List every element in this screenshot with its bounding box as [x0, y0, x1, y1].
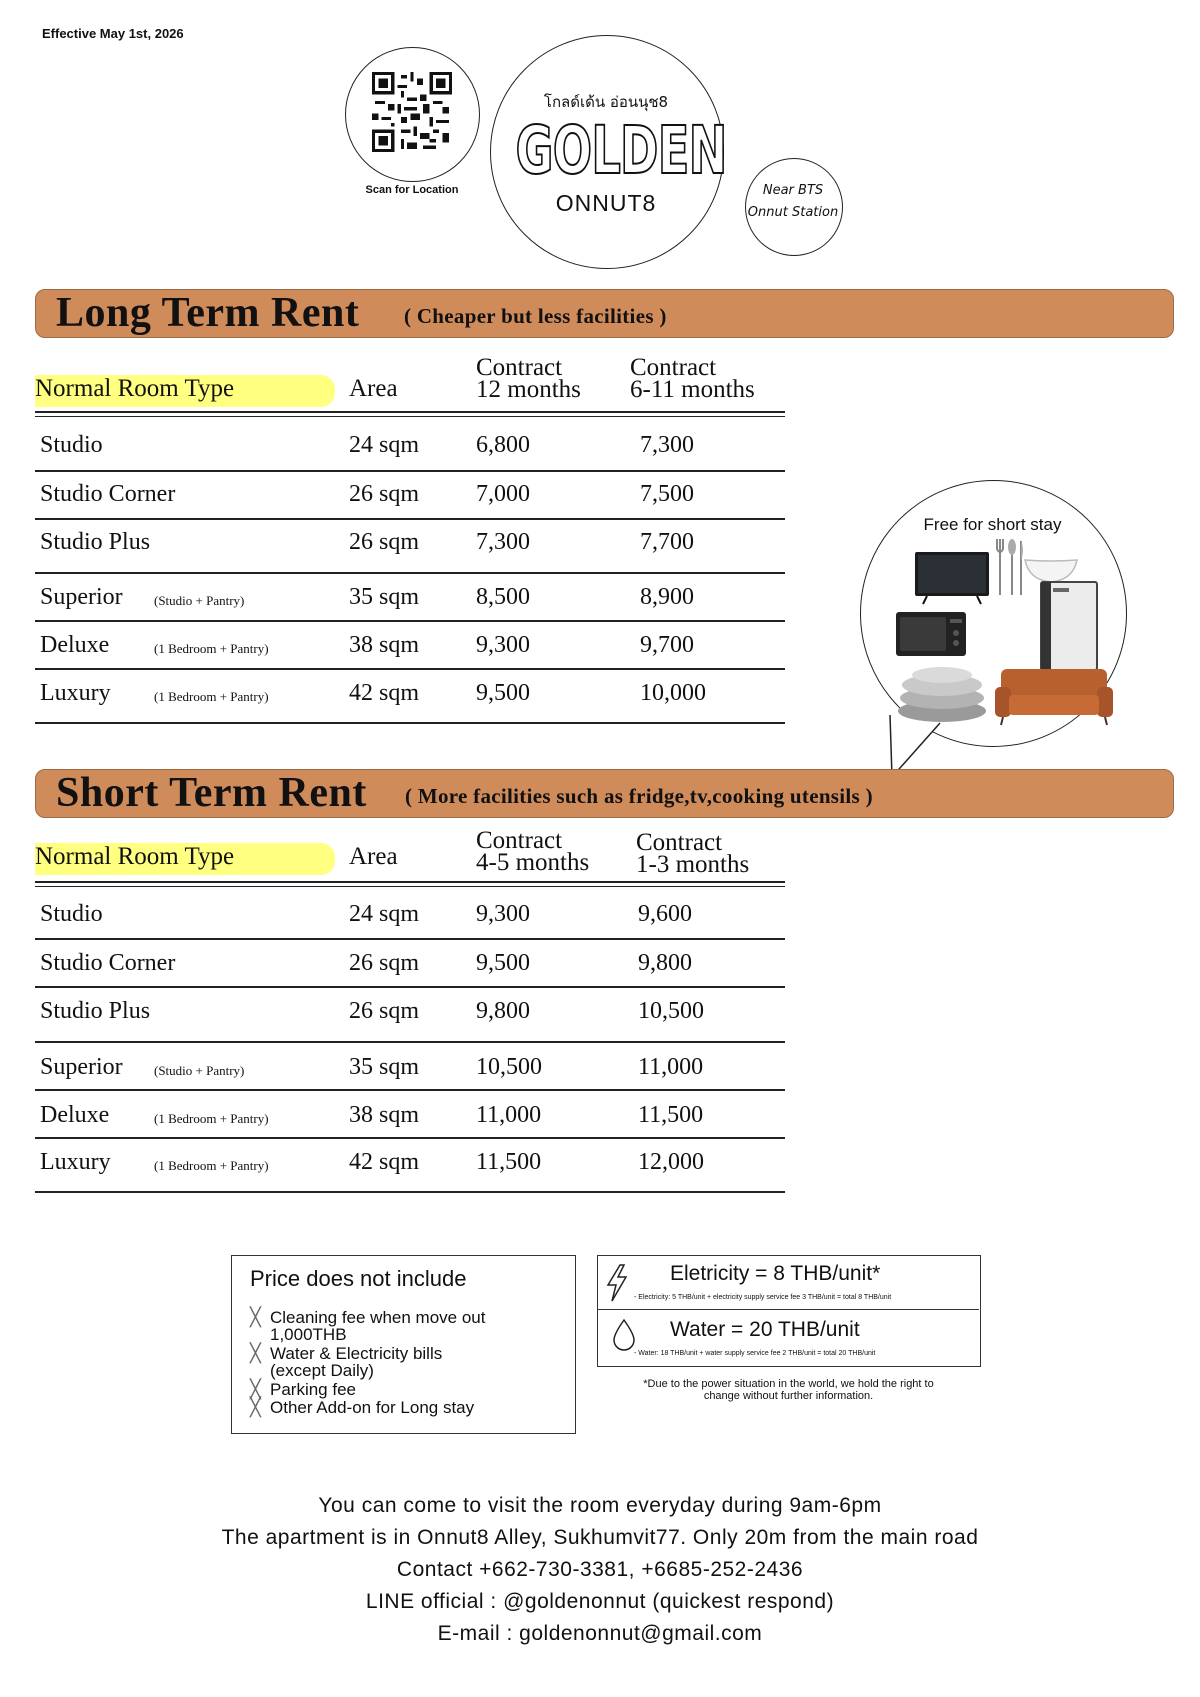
qr-caption: Scan for Location	[365, 184, 459, 196]
logo-wordmark: GOLDEN	[515, 112, 727, 189]
short-term-contract-1-header	[476, 827, 590, 876]
room-area: 24 sqm	[349, 901, 420, 927]
room-name: Studio Plus	[40, 998, 151, 1024]
row-divider	[35, 668, 785, 670]
row-divider	[35, 986, 785, 988]
water-breakdown: - Water: 18 THB/unit + water supply service fee 2 THB/unit = total 20 THB/unit	[634, 1350, 876, 1357]
room-name: Deluxe	[40, 632, 110, 658]
room-price-contract-2: 7,300	[640, 432, 694, 458]
row-divider	[35, 1041, 785, 1043]
short-term-banner	[35, 769, 1174, 818]
footer-email: E-mail : goldenonnut@gmail.com	[437, 1622, 763, 1645]
room-area: 35 sqm	[349, 1054, 420, 1080]
room-note: (Studio + Pantry)	[154, 1063, 245, 1078]
logo-thai-name: โกลด์เด้น อ่อนนุช8	[543, 93, 669, 111]
short-stay-bubble-title: Free for short stay	[923, 515, 1062, 534]
x-mark-icon: ╳	[250, 1343, 261, 1363]
tv-icon	[913, 550, 991, 606]
long-term-room-type-header: Normal Room Type	[35, 375, 235, 402]
room-price-contract-1: 9,500	[476, 680, 530, 706]
header-line: Contract	[630, 354, 717, 381]
room-price-contract-1: 8,500	[476, 584, 530, 610]
room-area: 24 sqm	[349, 432, 420, 458]
room-name: Superior	[40, 584, 123, 610]
room-price-contract-2: 9,700	[640, 632, 694, 658]
short-term-room-type-header: Normal Room Type	[35, 843, 235, 870]
footer-contact: Contact +662-730-3381, +6685-252-2436	[396, 1558, 804, 1581]
bts-line-1: Near BTS	[762, 183, 824, 198]
qr-code-icon	[372, 72, 452, 152]
header-line: 12 months	[476, 376, 581, 403]
short-term-area-header: Area	[349, 843, 398, 870]
sofa-icon	[993, 665, 1115, 727]
header-line: Contract	[476, 354, 563, 381]
water-rate: Water = 20 THB/unit	[670, 1318, 860, 1341]
room-area: 26 sqm	[349, 998, 420, 1024]
room-price-contract-2: 12,000	[638, 1149, 704, 1175]
room-price-contract-1: 9,300	[476, 901, 530, 927]
header-line: Contract	[636, 829, 723, 856]
long-term-subtitle: ( Cheaper but less facilities )	[404, 304, 667, 328]
room-area: 26 sqm	[349, 950, 420, 976]
header-line: Contract	[476, 827, 563, 854]
long-term-banner	[35, 289, 1174, 338]
row-divider	[35, 1137, 785, 1139]
pillows-icon	[895, 665, 990, 725]
row-divider	[35, 470, 785, 472]
electricity-rate: Eletricity = 8 THB/unit*	[670, 1262, 881, 1285]
room-price-contract-1: 11,000	[476, 1102, 542, 1128]
long-term-header-rule	[35, 416, 785, 417]
item-text: Water & Electricity bills	[270, 1344, 443, 1363]
long-term-area-header: Area	[349, 375, 398, 402]
room-price-contract-2: 9,800	[638, 950, 692, 976]
room-price-contract-2: 11,500	[638, 1102, 704, 1128]
room-name: Studio	[40, 432, 103, 458]
room-price-contract-1: 10,500	[476, 1054, 542, 1080]
price-excludes-item	[250, 1381, 356, 1398]
price-excludes-item	[250, 1399, 474, 1416]
utilities-divider	[598, 1309, 979, 1310]
room-note: (1 Bedroom + Pantry)	[154, 1111, 269, 1126]
footer-address: The apartment is in Onnut8 Alley, Sukhumvit77. Only 20m from the main road	[221, 1526, 979, 1549]
room-name: Deluxe	[40, 1102, 110, 1128]
room-price-contract-2: 10,000	[640, 680, 706, 706]
long-term-contract-1-header	[476, 354, 581, 403]
item-text: Other Add-on for Long stay	[270, 1398, 475, 1417]
long-term-title: Long Term Rent	[56, 290, 360, 336]
row-divider	[35, 1089, 785, 1091]
x-mark-icon: ╳	[250, 1379, 261, 1399]
room-name: Superior	[40, 1054, 123, 1080]
room-area: 26 sqm	[349, 529, 420, 555]
room-name: Studio	[40, 901, 103, 927]
room-price-contract-1: 9,800	[476, 998, 530, 1024]
microwave-icon	[895, 611, 967, 659]
electricity-breakdown: - Electricity: 5 THB/unit + electricity supply service fee 3 THB/unit = total 8 THB/unit	[634, 1294, 892, 1301]
item-text: Parking fee	[270, 1380, 356, 1399]
row-divider	[35, 722, 785, 724]
room-price-contract-2: 10,500	[638, 998, 704, 1024]
lightning-icon	[604, 1263, 630, 1303]
price-excludes-title: Price does not include	[250, 1266, 467, 1291]
short-term-title: Short Term Rent	[56, 770, 367, 816]
room-price-contract-2: 7,700	[640, 529, 694, 555]
room-name: Luxury	[40, 1149, 111, 1175]
short-term-header-rule	[35, 881, 785, 883]
price-excludes-item	[250, 1345, 442, 1362]
effective-date: Effective May 1st, 2026	[42, 26, 184, 41]
cutlery-icon	[992, 537, 1026, 597]
room-area: 26 sqm	[349, 481, 420, 507]
disclaimer-line: *Due to the power situation in the world, we hold the right to	[643, 1378, 934, 1390]
room-price-contract-1: 9,300	[476, 632, 530, 658]
room-name: Studio Corner	[40, 950, 176, 976]
footer-visit-hours: You can come to visit the room everyday during 9am-6pm	[318, 1494, 882, 1517]
header-line: 6-11 months	[630, 376, 755, 403]
short-term-contract-2-header	[636, 829, 750, 878]
room-name: Studio Corner	[40, 481, 176, 507]
long-term-contract-2-header	[630, 354, 755, 403]
price-excludes-item-cont: 1,000THB	[270, 1325, 347, 1344]
row-divider	[35, 938, 785, 940]
room-note: (1 Bedroom + Pantry)	[154, 689, 269, 704]
room-note: (Studio + Pantry)	[154, 593, 245, 608]
room-price-contract-1: 7,300	[476, 529, 530, 555]
room-price-contract-1: 6,800	[476, 432, 530, 458]
room-area: 42 sqm	[349, 680, 420, 706]
room-note: (1 Bedroom + Pantry)	[154, 641, 269, 656]
room-name: Luxury	[40, 680, 111, 706]
header-line: 4-5 months	[476, 849, 590, 876]
bts-badge-text	[745, 180, 841, 224]
short-term-subtitle: ( More facilities such as fridge,tv,cooking utensils )	[405, 784, 873, 808]
row-divider	[35, 1191, 785, 1193]
bts-line-2: Onnut Station	[747, 205, 839, 220]
room-price-contract-2: 7,500	[640, 481, 694, 507]
x-mark-icon: ╳	[250, 1307, 261, 1327]
room-price-contract-2: 8,900	[640, 584, 694, 610]
room-price-contract-1: 11,500	[476, 1149, 542, 1175]
long-term-header-rule	[35, 411, 785, 413]
row-divider	[35, 518, 785, 520]
x-mark-icon: ╳	[250, 1397, 261, 1417]
room-area: 38 sqm	[349, 632, 420, 658]
room-note: (1 Bedroom + Pantry)	[154, 1158, 269, 1173]
room-price-contract-1: 9,500	[476, 950, 530, 976]
water-drop-icon	[612, 1318, 636, 1352]
room-area: 42 sqm	[349, 1149, 420, 1175]
row-divider	[35, 572, 785, 574]
short-term-header-rule	[35, 886, 785, 887]
room-price-contract-2: 9,600	[638, 901, 692, 927]
fridge-icon	[1038, 580, 1100, 672]
room-area: 38 sqm	[349, 1102, 420, 1128]
disclaimer-line: change without further information.	[703, 1390, 874, 1402]
room-price-contract-2: 11,000	[638, 1054, 704, 1080]
room-price-contract-1: 7,000	[476, 481, 530, 507]
footer-line: LINE official : @goldenonnut (quickest respond)	[365, 1590, 835, 1613]
logo-subtitle: ONNUT8	[555, 190, 657, 216]
item-text: Cleaning fee when move out	[270, 1308, 486, 1327]
row-divider	[35, 620, 785, 622]
room-area: 35 sqm	[349, 584, 420, 610]
price-excludes-item-cont: (except Daily)	[270, 1361, 374, 1380]
price-excludes-item	[250, 1309, 485, 1326]
utilities-disclaimer	[598, 1378, 979, 1402]
room-name: Studio Plus	[40, 529, 151, 555]
header-line: 1-3 months	[636, 851, 750, 878]
